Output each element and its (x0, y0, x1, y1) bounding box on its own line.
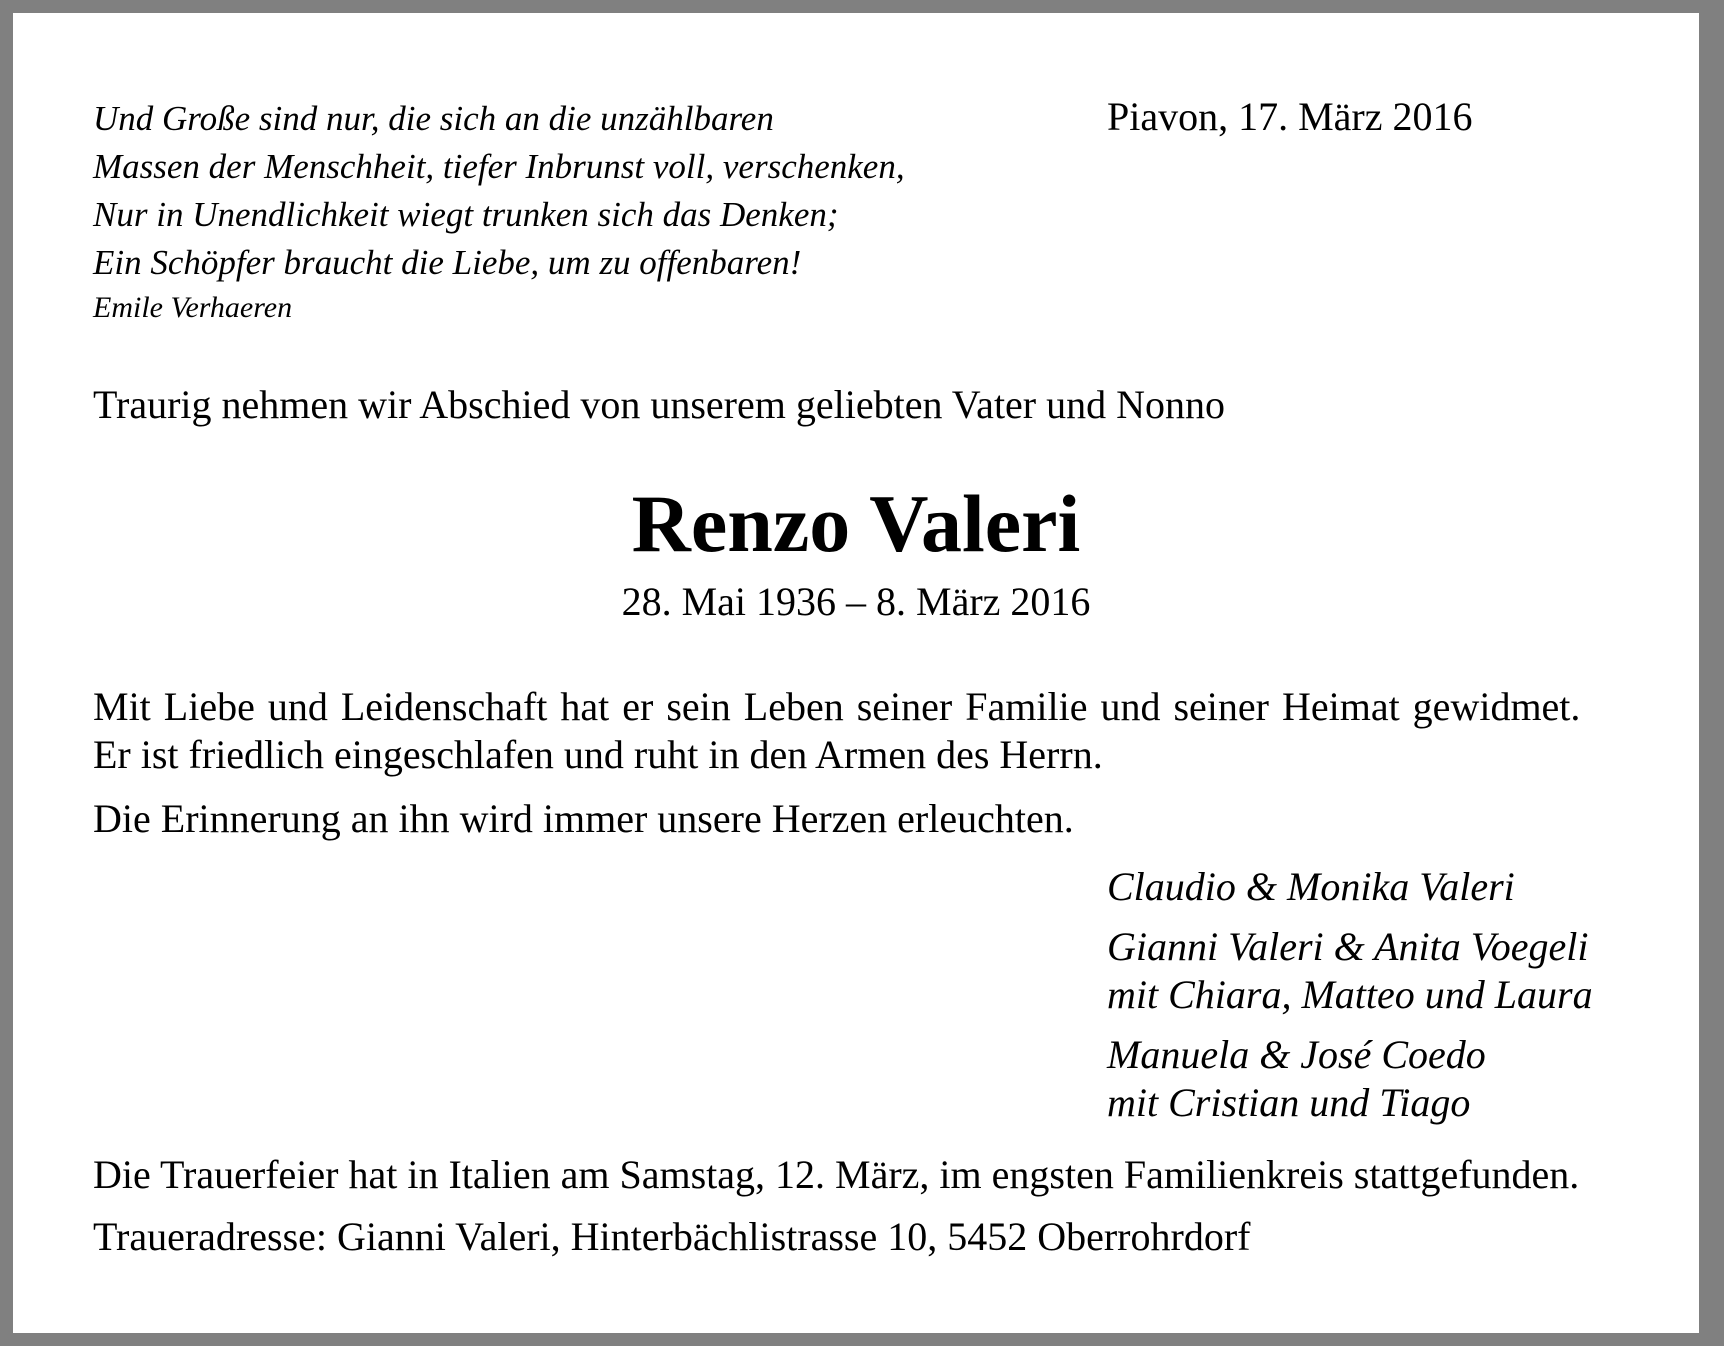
mourner-group (1107, 1031, 1593, 1127)
mourner-line: mit Chiara, Matteo und Laura (1107, 972, 1593, 1017)
intro-text: Traurig nehmen wir Abschied von unserem geliebten Vater und Nonno (93, 382, 1226, 427)
mourners-list (1107, 863, 1593, 1139)
poem-quote (93, 95, 905, 287)
life-dates: 28. Mai 1936 – 8. März 2016 (621, 579, 1091, 624)
place-date: Piavon, 17. März 2016 (1107, 94, 1473, 139)
mourner-line: mit Cristian und Tiago (1107, 1080, 1471, 1125)
poem-line: Ein Schöpfer braucht die Liebe, um zu offenbaren! (93, 243, 802, 282)
mourner-line: Gianni Valeri & Anita Voegeli (1107, 924, 1589, 969)
mourner-line: Manuela & José Coedo (1107, 1032, 1486, 1077)
ceremony-note: Die Trauerfeier hat in Italien am Samstag, 12. März, im engsten Familienkreis stattgefunden. (93, 1152, 1580, 1197)
mourner-group (1107, 863, 1593, 911)
tribute-line-2: Er ist friedlich eingeschlafen und ruht in den Armen des Herrn. (93, 732, 1103, 777)
deceased-name: Renzo Valeri (631, 478, 1081, 569)
poem-author: Emile Verhaeren (93, 291, 293, 324)
tribute-line-1: Mit Liebe und Leidenschaft hat er sein Leben seiner Familie und seiner Heimat gewidmet. (93, 684, 1581, 729)
poem-line: Und Große sind nur, die sich an die unzählbaren (93, 99, 774, 138)
mourner-line: Claudio & Monika Valeri (1107, 864, 1515, 909)
mourner-group (1107, 923, 1593, 1019)
poem-line: Massen der Menschheit, tiefer Inbrunst voll, verschenken, (93, 147, 905, 186)
poem-line: Nur in Unendlichkeit wiegt trunken sich das Denken; (93, 195, 839, 234)
tribute-line-3: Die Erinnerung an ihn wird immer unsere Herzen erleuchten. (93, 796, 1074, 841)
mourning-address: Traueradresse: Gianni Valeri, Hinterbächlistrasse 10, 5452 Oberrohrdorf (93, 1214, 1251, 1259)
obituary-notice (13, 13, 1699, 1333)
